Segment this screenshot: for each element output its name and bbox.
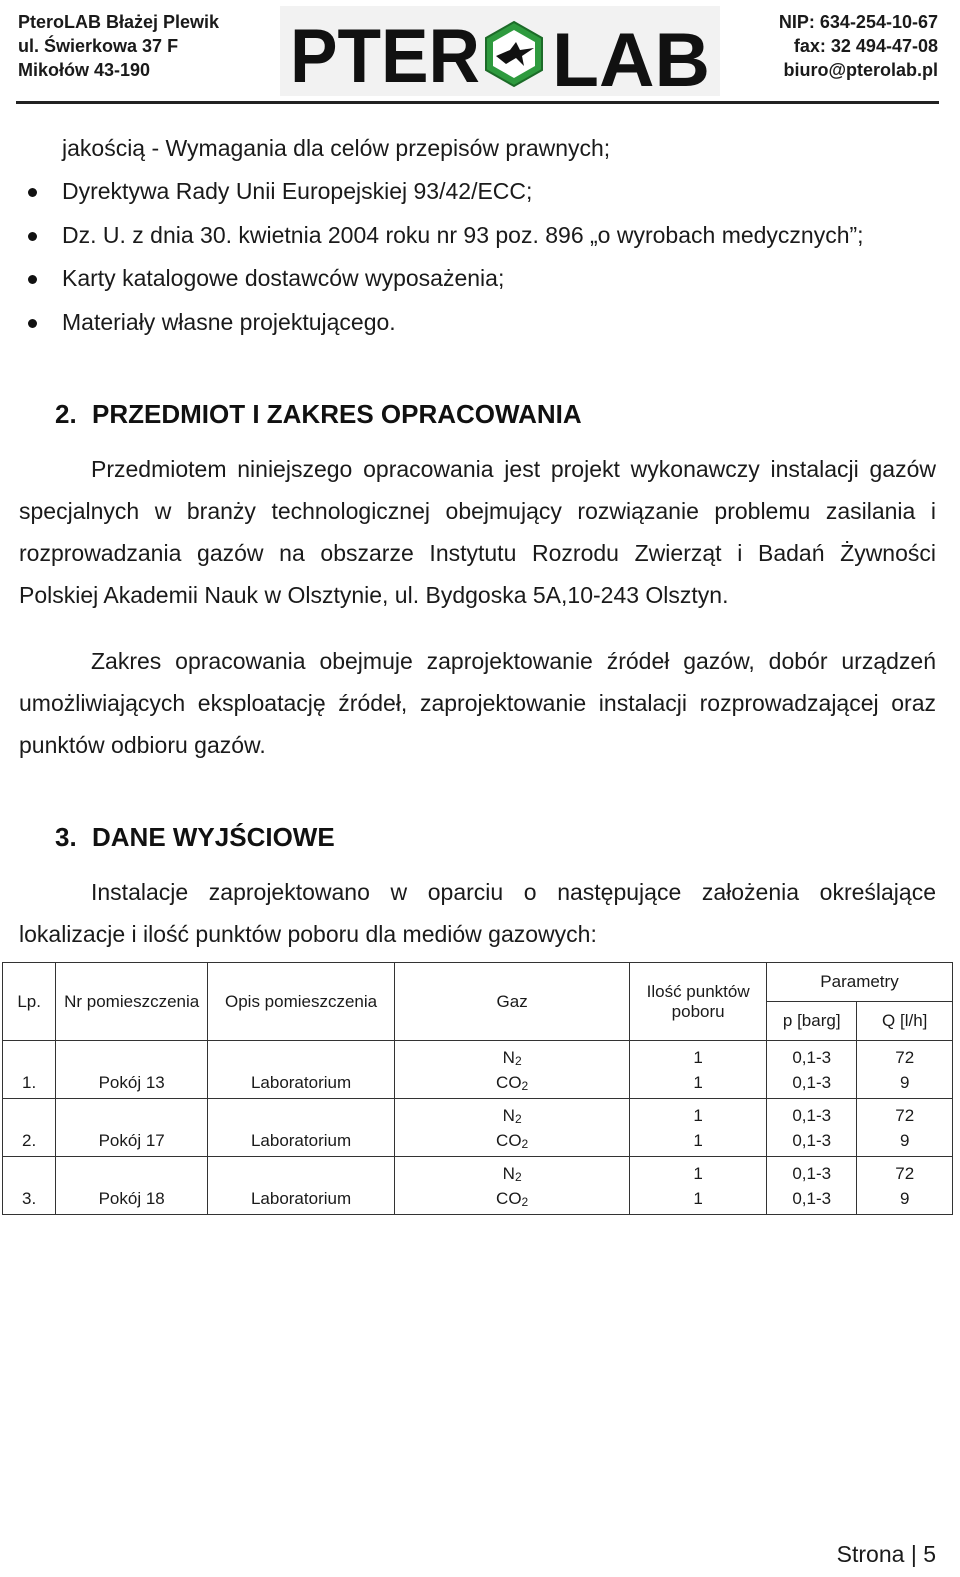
cell-lp: 3. <box>3 1157 56 1215</box>
cell-flow <box>857 1157 953 1215</box>
cell-room-description: Laboratorium <box>208 1157 395 1215</box>
page-label: Strona <box>836 1541 905 1567</box>
reference-list <box>0 170 864 344</box>
section-3-number: 3. <box>55 822 77 852</box>
point-count-1: 1 <box>693 1106 703 1125</box>
list-item <box>0 214 864 258</box>
section-3-paragraph: Instalacje zaprojektowano w oparciu o następujące założenia określające lokalizacje i ilość punktów poboru dla mediów gazowych: <box>19 879 936 947</box>
point-count-2: 1 <box>693 1131 703 1150</box>
cell-gas <box>395 1099 630 1157</box>
point-count-2: 1 <box>693 1073 703 1092</box>
company-fax: fax: 32 494-47-08 <box>793 36 938 56</box>
company-email: biuro@pterolab.pl <box>783 60 938 80</box>
flow-1: 72 <box>895 1164 915 1183</box>
gas-points-table <box>2 962 953 1215</box>
bullet-icon <box>28 275 37 284</box>
point-count-1: 1 <box>693 1164 703 1183</box>
cell-pressure <box>766 1041 856 1099</box>
list-item <box>0 257 864 301</box>
section-2-title: PRZEDMIOT I ZAKRES OPRACOWANIA <box>92 399 582 429</box>
company-city: Mikołów 43-190 <box>18 60 151 80</box>
point-count-2: 1 <box>693 1189 703 1208</box>
gas-points-table-wrapper <box>2 962 953 1215</box>
list-item <box>0 301 864 345</box>
cell-gas <box>395 1157 630 1215</box>
cell-pressure <box>766 1099 856 1157</box>
cell-room-description: Laboratorium <box>208 1099 395 1157</box>
page-footer <box>837 1539 936 1569</box>
flow-1: 72 <box>895 1048 915 1067</box>
bullet-icon <box>28 188 37 197</box>
logo-text-left: PTER <box>290 14 480 96</box>
table-row <box>3 1099 953 1157</box>
list-item-text: Materiały własne projektującego. <box>62 308 396 335</box>
header-point-count: Ilość punktów poboru <box>630 963 767 1041</box>
point-count-1: 1 <box>693 1048 703 1067</box>
company-nip: NIP: 634-254-10-67 <box>778 12 938 32</box>
company-street: ul. Świerkowa 37 F <box>18 36 179 56</box>
gas-formula-subscript: 2 <box>514 1054 522 1068</box>
gas-formula: N <box>502 1048 515 1067</box>
section-2-heading <box>55 397 582 431</box>
cell-flow <box>857 1099 953 1157</box>
header-pressure: p [barg] <box>766 1002 856 1041</box>
cell-gas <box>395 1041 630 1099</box>
gas-formula: CO <box>496 1189 522 1208</box>
header-divider <box>16 101 939 104</box>
list-item-text: Karty katalogowe dostawców wyposażenia; <box>62 265 505 292</box>
gas-formula: N <box>502 1164 515 1183</box>
page-separator: | <box>910 1541 917 1567</box>
cell-flow <box>857 1041 953 1099</box>
header-room-description: Opis pomieszczenia <box>208 963 395 1041</box>
section-2-number: 2. <box>55 399 77 429</box>
pressure-1: 0,1-3 <box>792 1164 832 1183</box>
cell-lp: 1. <box>3 1041 56 1099</box>
gas-formula-subscript: 2 <box>514 1112 522 1126</box>
gas-name-1 <box>399 1161 625 1186</box>
cell-room-number: Pokój 13 <box>56 1041 208 1099</box>
table-header-row <box>3 963 953 1002</box>
gas-formula-subscript: 2 <box>521 1137 529 1151</box>
section-2-paragraph-2: Zakres opracowania obejmuje zaprojektowanie źródeł gazów, dobór urządzeń umożliwiających eksploatację źródeł, zaprojektowanie instalacji rozprowadzającej oraz punktów odbioru gazów. <box>19 648 936 758</box>
flow-1: 72 <box>895 1106 915 1125</box>
cell-point-count <box>630 1099 767 1157</box>
table-row <box>3 1041 953 1099</box>
cell-room-description: Laboratorium <box>208 1041 395 1099</box>
header-gas: Gaz <box>395 963 630 1041</box>
gas-formula-subscript: 2 <box>521 1079 529 1093</box>
gas-formula: CO <box>496 1131 522 1150</box>
flow-2: 9 <box>899 1131 910 1150</box>
pterolab-logo <box>280 6 720 96</box>
gas-formula: N <box>502 1106 515 1125</box>
cell-room-number: Pokój 18 <box>56 1157 208 1215</box>
company-address <box>18 10 219 82</box>
header-room-number: Nr pomieszczenia <box>56 963 208 1041</box>
list-item <box>0 170 864 214</box>
flow-2: 9 <box>899 1189 910 1208</box>
company-name: PteroLAB Błażej Plewik <box>18 12 220 32</box>
gas-name-2 <box>399 1128 625 1153</box>
logo-text-right: LAB <box>552 18 710 96</box>
gas-formula-subscript: 2 <box>514 1170 522 1184</box>
cell-lp: 2. <box>3 1099 56 1157</box>
gas-name-1 <box>399 1103 625 1128</box>
section-2-paragraph-1: Przedmiotem niniejszego opracowania jest projekt wykonawczy instalacji gazów specjalnych w branży technologicznej obejmujący rozwiązanie problemu zasilania i rozprowadzania gazów na obszarze Instytutu Rozrodu Zwierząt i Badań Żywności Polskiej Akademii Nauk w Olsztynie, ul. Bydgoska 5A,10-243 Olsztyn. <box>19 456 936 608</box>
pressure-2: 0,1-3 <box>792 1073 832 1092</box>
gas-formula: CO <box>496 1073 522 1092</box>
bullet-icon <box>28 319 37 328</box>
cell-pressure <box>766 1157 856 1215</box>
header-lp: Lp. <box>3 963 56 1041</box>
pressure-2: 0,1-3 <box>792 1131 832 1150</box>
list-item-text: Dz. U. z dnia 30. kwietnia 2004 roku nr 93 poz. 896 „o wyrobach medycznych”; <box>62 221 864 248</box>
page-header <box>18 6 938 100</box>
gas-name-1 <box>399 1045 625 1070</box>
section-3-title: DANE WYJŚCIOWE <box>92 822 335 852</box>
gas-formula-subscript: 2 <box>521 1195 529 1209</box>
table-row <box>3 1157 953 1215</box>
gas-name-2 <box>399 1070 625 1095</box>
pressure-1: 0,1-3 <box>792 1106 832 1125</box>
gas-name-2 <box>399 1186 625 1211</box>
cell-point-count <box>630 1041 767 1099</box>
pressure-1: 0,1-3 <box>792 1048 832 1067</box>
section-3-heading <box>55 820 335 854</box>
bullet-icon <box>28 232 37 241</box>
cell-room-number: Pokój 17 <box>56 1099 208 1157</box>
page-number: 5 <box>923 1541 936 1567</box>
header-flow: Q [l/h] <box>857 1002 953 1041</box>
list-item-text: Dyrektywa Rady Unii Europejskiej 93/42/ECC; <box>62 178 533 204</box>
bird-hexagon-icon <box>486 22 542 86</box>
list-continuation-line: jakością - Wymagania dla celów przepisów prawnych; <box>62 135 611 161</box>
flow-2: 9 <box>899 1073 910 1092</box>
cell-point-count <box>630 1157 767 1215</box>
header-parameters: Parametry <box>766 963 952 1002</box>
company-contact <box>779 10 938 82</box>
pressure-2: 0,1-3 <box>792 1189 832 1208</box>
